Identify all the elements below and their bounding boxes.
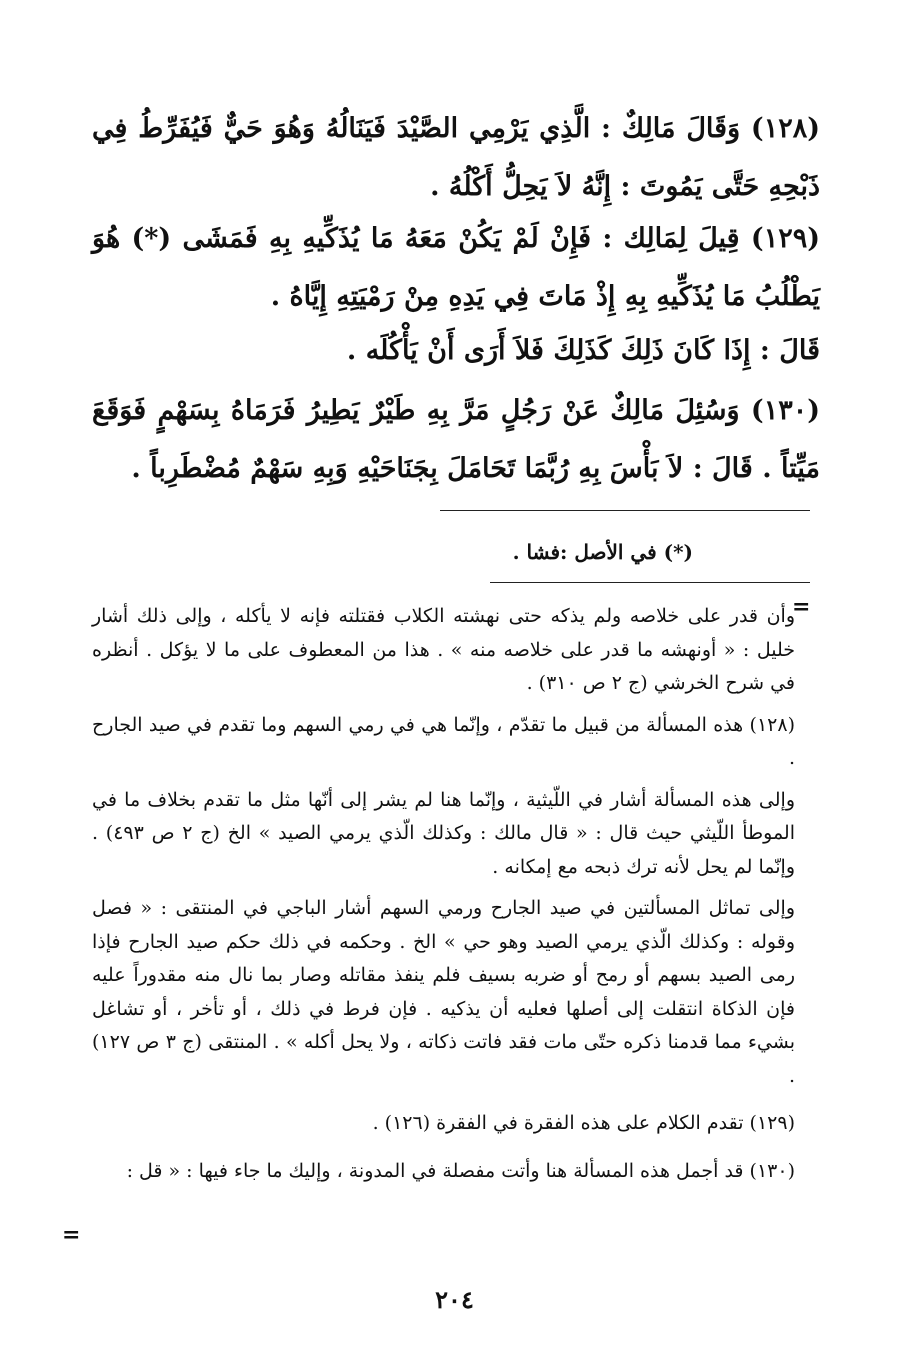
note-128-muntaqa: وإلى تماثل المسألتين في صيد الجارح ورمي السهم أشار الباجي في المنتقى : « فصل وقوله : وكذلك الّذي يرمي الصيد وهو حي » الخ . وحكمه في ذلك حكم صيد الجارح فإذا رمى الصيد بسهم أو رمح أو ضربه بسيف فلم ينفذ مقاتله وصار بما نال منه مقدوراً عليه فإن الذكاة انتقلت إلى أصلها فعليه أن يذكيه . فإن فرط في ذلك ، أو تأخر ، أو تشاغل بشيء مما قدمنا ذكره حتّى مات فقد فاتت ذكاته ، ولا يحل أكله » . المنتقى (ج ٣ ص ١٢٧) . bbox=[92, 897, 795, 1087]
paragraph-128-text: (١٢٨) وَقَالَ مَالِكٌ : الَّذِي يَرْمِي الصَّيْدَ فَيَنَالُهُ وَهُوَ حَيٌّ فَيُفَرِّطُ فِي ذَبْحِهِ حَتَّى يَمُوتَ : إِنَّهُ لاَ يَحِلُّ أَكْلُهُ . bbox=[92, 113, 820, 202]
paragraph-129-answer-text: قَالَ : إِذَا كَانَ ذَلِكَ كَذَلِكَ فَلاَ أَرَى أَنْ يَأْكُلَه . bbox=[346, 335, 820, 366]
paragraph-130-text: (١٣٠) وَسُئِلَ مَالِكٌ عَنْ رَجُلٍ مَرَّ بِهِ طَيْرٌ يَطِيرُ فَرَمَاهُ بِسَهْمٍ فَوَقَعَ مَيِّتاً . قَالَ : لاَ بَأْسَ بِهِ رُبَّمَا تَحَامَلَ بِجَنَاحَيْهِ وَبِهِ سَهْمٌ مُضْطَرِباً . bbox=[92, 395, 820, 484]
footnote-divider-top bbox=[440, 510, 810, 511]
continuation-mark-end: = bbox=[62, 1222, 81, 1248]
note-128-intro: (١٢٨) هذه المسألة من قبيل ما تقدّم ، وإنّما هي في رمي السهم وما تقدم في صيد الجارح . bbox=[92, 713, 795, 769]
asterisk-footnote: (*) في الأصل :فشا . bbox=[512, 540, 693, 564]
footnote-divider-bottom bbox=[490, 582, 810, 583]
note-129: (١٢٩) تقدم الكلام على هذه الفقرة في الفقرة (١٢٦) . bbox=[372, 1112, 795, 1134]
paragraph-130 bbox=[92, 382, 820, 498]
note-128-laythiyya: وإلى هذه المسألة أشار في اللّيثية ، وإنّما هنا لم يشر إلى أنّها مثل ما تقدم بخلاف ما في الموطأ اللّيثي حيث قال : « قال مالك : وكذلك الّذي يرمي الصيد » الخ (ج ٢ ص ٤٩٣) . وإنّما لم يحل لأنه ترك ذبحه مع إمكانه . bbox=[92, 788, 795, 878]
paragraph-128 bbox=[92, 100, 820, 216]
continuation-mark-start: = bbox=[792, 594, 811, 620]
paragraph-129-text: (١٢٩) قِيلَ لِمَالِك : فَإِنْ لَمْ يَكُنْ مَعَهُ مَا يُذَكِّيهِ بِهِ فَمَشَى (*) هُوَ يَطْلُبُ مَا يُذَكِّيهِ بِهِ إِذْ مَاتَ فِي يَدِهِ مِنْ رَمْيَتِهِ إِيَّاهُ . bbox=[92, 223, 820, 312]
note-130: (١٣٠) قد أجمل هذه المسألة هنا وأتت مفصلة في المدونة ، وإليك ما جاء فيها : « قل : bbox=[126, 1159, 795, 1182]
paragraph-129 bbox=[92, 210, 820, 326]
commentary-notes bbox=[92, 600, 795, 1188]
paragraph-129-answer bbox=[92, 322, 820, 380]
note-continued: وأن قدر على خلاصه ولم يذكه حتى نهشته الكلاب فقتلته فإنه لا يأكله ، وإلى ذلك أشار خليل : « أونهشه ما قدر على خلاصه منه » . هذا من المعطوف على ما لا يؤكل . أنظره في شرح الخرشي (ج ٢ ص ٣١٠) . bbox=[92, 605, 795, 694]
page-number: ٢٠٤ bbox=[435, 1285, 474, 1314]
